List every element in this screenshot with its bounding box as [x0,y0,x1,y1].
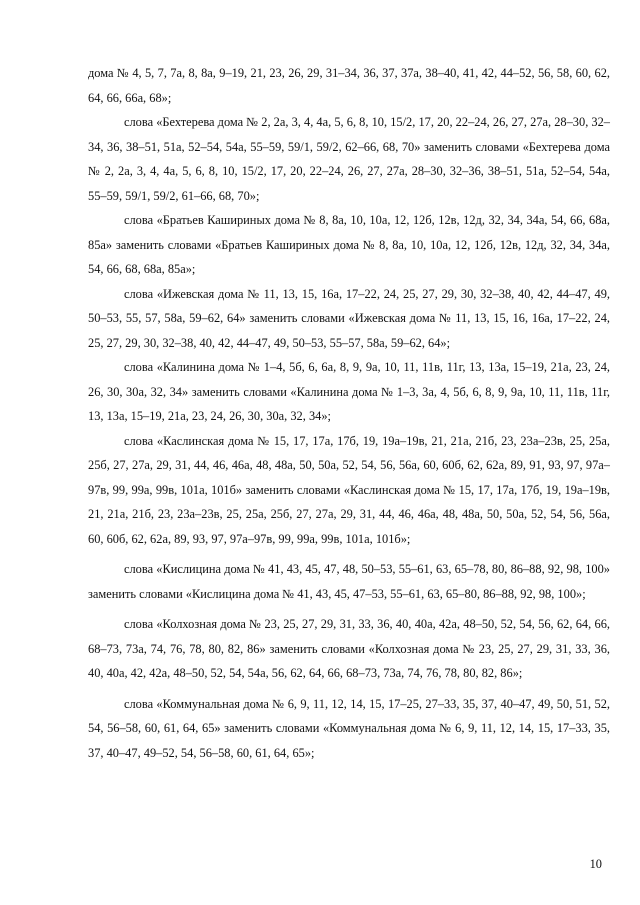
paragraph-kolkhoznaya: слова «Колхозная дома № 23, 25, 27, 29, 31, 33, 36, 40, 40а, 42а, 48–50, 52, 54, 56, 62, 64, 66, 68–73, 73а, 74, 76, 78, 80, 82, 86» заменить словами «Колхозная дома № 23, 25, 27, 29, 31, 33, 36, 40, 40а, 42, 42а, 48–50, 52, 54, 54а, 56, 62, 64, 66, 68–73, 73а, 74, 76, 78, 80, 82, 86»; [88,617,610,680]
page-number: 10 [589,857,602,871]
paragraph-continuation: дома № 4, 5, 7, 7а, 8, 8а, 9–19, 21, 23, 26, 29, 31–34, 36, 37, 37а, 38–40, 41, 42, 44–52, 56, 58, 60, 62, 64, 66, 66а, 68»; [88,66,610,105]
paragraph-kislitsina: слова «Кислицина дома № 41, 43, 45, 47, 48, 50–53, 55–61, 63, 65–78, 80, 86–88, 92, 98, 100» заменить словами «Кислицина дома № 41, 43, 45, 47–53, 55–61, 63, 65–80, 86–88, 92, 98, 100»; [88,562,610,601]
document-body [88,61,610,765]
paragraph-bekhtereva: слова «Бехтерева дома № 2, 2а, 3, 4, 4а, 5, 6, 8, 10, 15/2, 17, 20, 22–24, 26, 27, 27а, 28–30, 32–34, 36, 38–51, 51а, 52–54, 54а, 55–59, 59/1, 59/2, 62–66, 68, 70» заменить словами «Бехтерева дома № 2, 2а, 3, 4, 4а, 5, 6, 8, 10, 15/2, 17, 20, 22–24, 26, 27, 27а, 28–30, 32–36, 38–51, 51а, 52–54, 54а, 55–59, 59/1, 59/2, 61–66, 68, 70»; [88,115,610,203]
paragraph-izhevskaya: слова «Ижевская дома № 11, 13, 15, 16а, 17–22, 24, 25, 27, 29, 30, 32–38, 40, 42, 44–47, 49, 50–53, 55, 57, 58а, 59–62, 64» заменить словами «Ижевская дома № 11, 13, 15, 16, 16а, 17–22, 24, 25, 27, 29, 30, 32–38, 40, 42, 44–47, 49, 50–53, 55–57, 58а, 59–62, 64»; [88,286,610,350]
paragraph-kaslinskaya: слова «Каслинская дома № 15, 17, 17а, 17б, 19, 19а–19в, 21, 21а, 21б, 23, 23а–23в, 25, 25а, 25б, 27, 27а, 29, 31, 44, 46, 46а, 48, 48а, 50, 50а, 52, 54, 56, 56а, 60, 60б, 62, 62а, 89, 91, 93, 97, 97а–97в, 99, 99а, 99в, 101а, 101б» заменить словами «Каслинская дома № 15, 17, 17а, 17б, 19, 19а–19в, 21, 21а, 21б, 23, 23а–23в, 25, 25а, 25б, 27, 27а, 29, 31, 44, 46, 46а, 48, 48а, 50, 50а, 52, 54, 56, 56а, 60, 60б, 62, 62а, 89, 93, 97, 97а–97в, 99, 99а, 99в, 101а, 101б»; [88,433,610,546]
paragraph-kommunalnaya: слова «Коммунальная дома № 6, 9, 11, 12, 14, 15, 17–25, 27–33, 35, 37, 40–47, 49, 50, 51, 52, 54, 56–58, 60, 61, 64, 65» заменить словами «Коммунальная дома № 6, 9, 11, 12, 14, 15, 17–33, 35, 37, 40–47, 49–52, 54, 56–58, 60, 61, 64, 65»; [88,696,610,760]
paragraph-bratev-kashirinykh: слова «Братьев Кашириных дома № 8, 8а, 10, 10а, 12, 12б, 12в, 12д, 32, 34, 34а, 54, 66, 68а, 85а» заменить словами «Братьев Кашириных дома № 8, 8а, 10, 10а, 12, 12б, 12в, 12д, 32, 34, 34а, 54, 66, 68, 68а, 85а»; [88,213,610,276]
paragraph-kalinina: слова «Калинина дома № 1–4, 5б, 6, 6а, 8, 9, 9а, 10, 11, 11в, 11г, 13, 13а, 15–19, 21а, 23, 24, 26, 30, 30а, 32, 34» заменить словами «Калинина дома № 1–3, 3а, 4, 5б, 6, 8, 9, 9а, 10, 11, 11в, 11г, 13, 13а, 15–19, 21а, 23, 24, 26, 30, 30а, 32, 34»; [88,360,610,423]
